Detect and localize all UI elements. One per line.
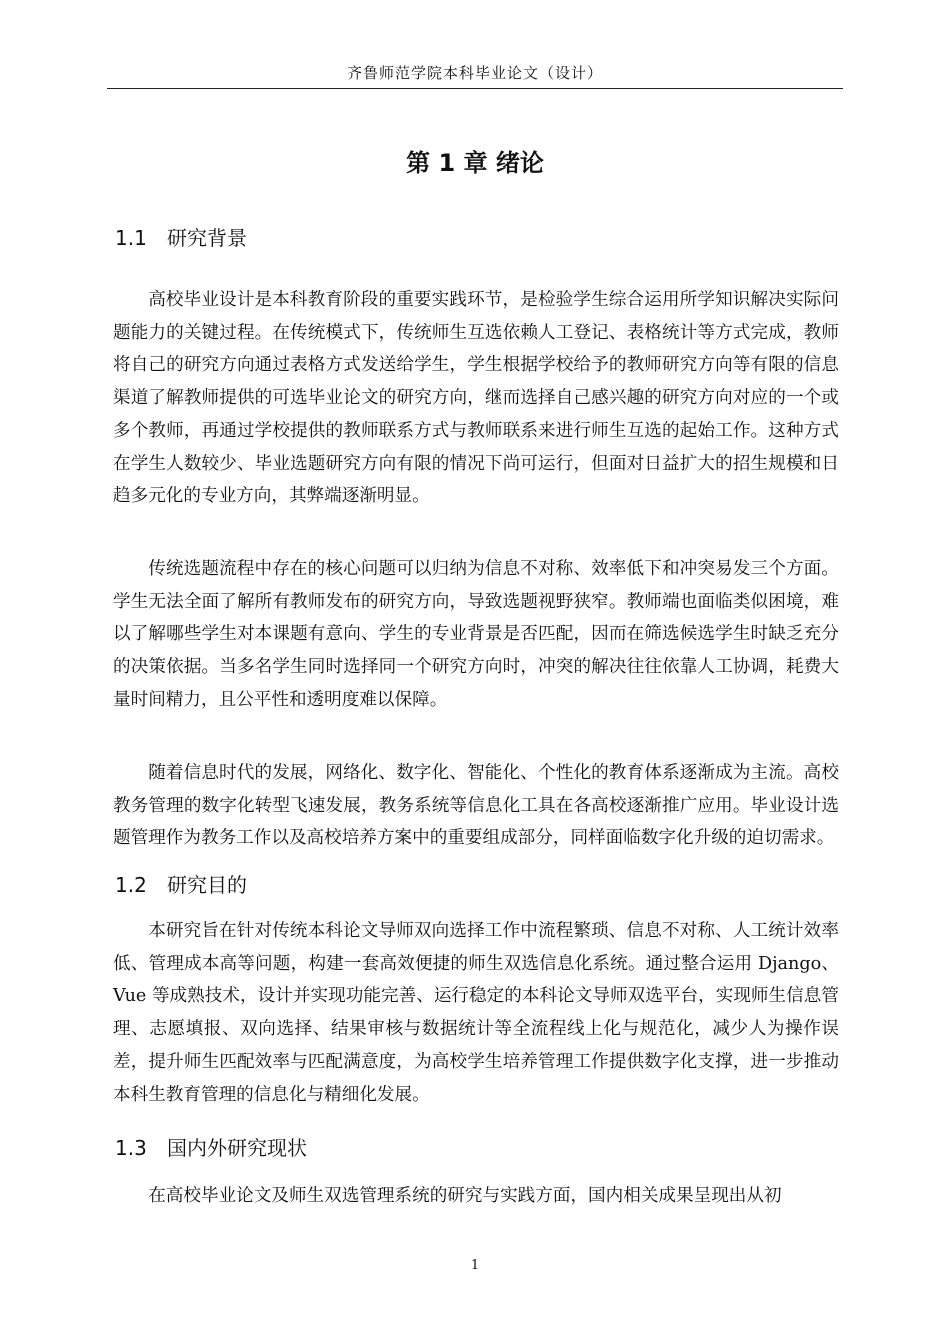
paragraph: 在高校毕业论文及师生双选管理系统的研究与实践方面，国内相关成果呈现出从初 [148, 1186, 782, 1206]
paragraph: 传统选题流程中存在的核心问题可以归纳为信息不对称、效率低下和冲突易发三个方面。学生无法全面了解所有教师发布的研究方向，导致选题视野狭窄。教师端也面临类似困境，难以了解哪些学生对本课题有意向、学生的专业背景是否匹配，因而在筛选候选学生时缺乏充分的决策依据。当多名学生同时选择同一个研究方向时，冲突的解决往往依靠人工协调，耗费大量时间精力，且公平性和透明度难以保障。 [113, 559, 839, 710]
running-header: 齐鲁师范学院本科毕业论文（设计） [107, 58, 843, 89]
section-title: 国内外研究现状 [167, 1136, 307, 1160]
section-title: 研究背景 [167, 226, 247, 250]
paragraph: 随着信息时代的发展，网络化、数字化、智能化、个性化的教育体系逐渐成为主流。高校教务管理的数字化转型飞速发展，教务系统等信息化工具在各高校逐渐推广应用。毕业设计选题管理作为教务工作以及高校培养方案中的重要组成部分，同样面临数字化升级的迫切需求。 [113, 763, 839, 849]
page-number: 1 [470, 1258, 480, 1273]
section-heading-background [115, 223, 247, 253]
section-number: 1.2 [115, 873, 147, 897]
chapter-title: 第 1 章 绪论 [406, 149, 544, 177]
section-number: 1.1 [115, 226, 147, 250]
section-heading-purpose [115, 870, 247, 900]
paragraph: 高校毕业设计是本科教育阶段的重要实践环节，是检验学生综合运用所学知识解决实际问题能力的关键过程。在传统模式下，传统师生互选依赖人工登记、表格统计等方式完成，教师将自己的研究方向通过表格方式发送给学生，学生根据学校给予的教师研究方向等有限的信息渠道了解教师提供的可选毕业论文的研究方向，继而选择自己感兴趣的研究方向对应的一个或多个教师，再通过学校提供的教师联系方式与教师联系来进行师生互选的起始工作。这种方式在学生人数较少、毕业选题研究方向有限的情况下尚可运行，但面对日益扩大的招生规模和日趋多元化的专业方向，其弊端逐渐明显。 [113, 290, 839, 507]
section-heading-status [115, 1133, 307, 1163]
paragraph: 本研究旨在针对传统本科论文导师双向选择工作中流程繁琐、信息不对称、人工统计效率低、管理成本高等问题，构建一套高效便捷的师生双选信息化系统。通过整合运用 Django、Vue 等成熟技术，设计并实现功能完善、运行稳定的本科论文导师双选平台，实现师生信息管理、志愿填报、双向选择、结果审核与数据统计等全流程线上化与规范化，减少人为操作误差，提升师生匹配效率与匹配满意度，为高校学生培养管理工作提供数字化支撑，进一步推动本科生教育管理的信息化与精细化发展。 [113, 921, 839, 1105]
section-number: 1.3 [115, 1136, 147, 1160]
section-title: 研究目的 [167, 873, 247, 897]
